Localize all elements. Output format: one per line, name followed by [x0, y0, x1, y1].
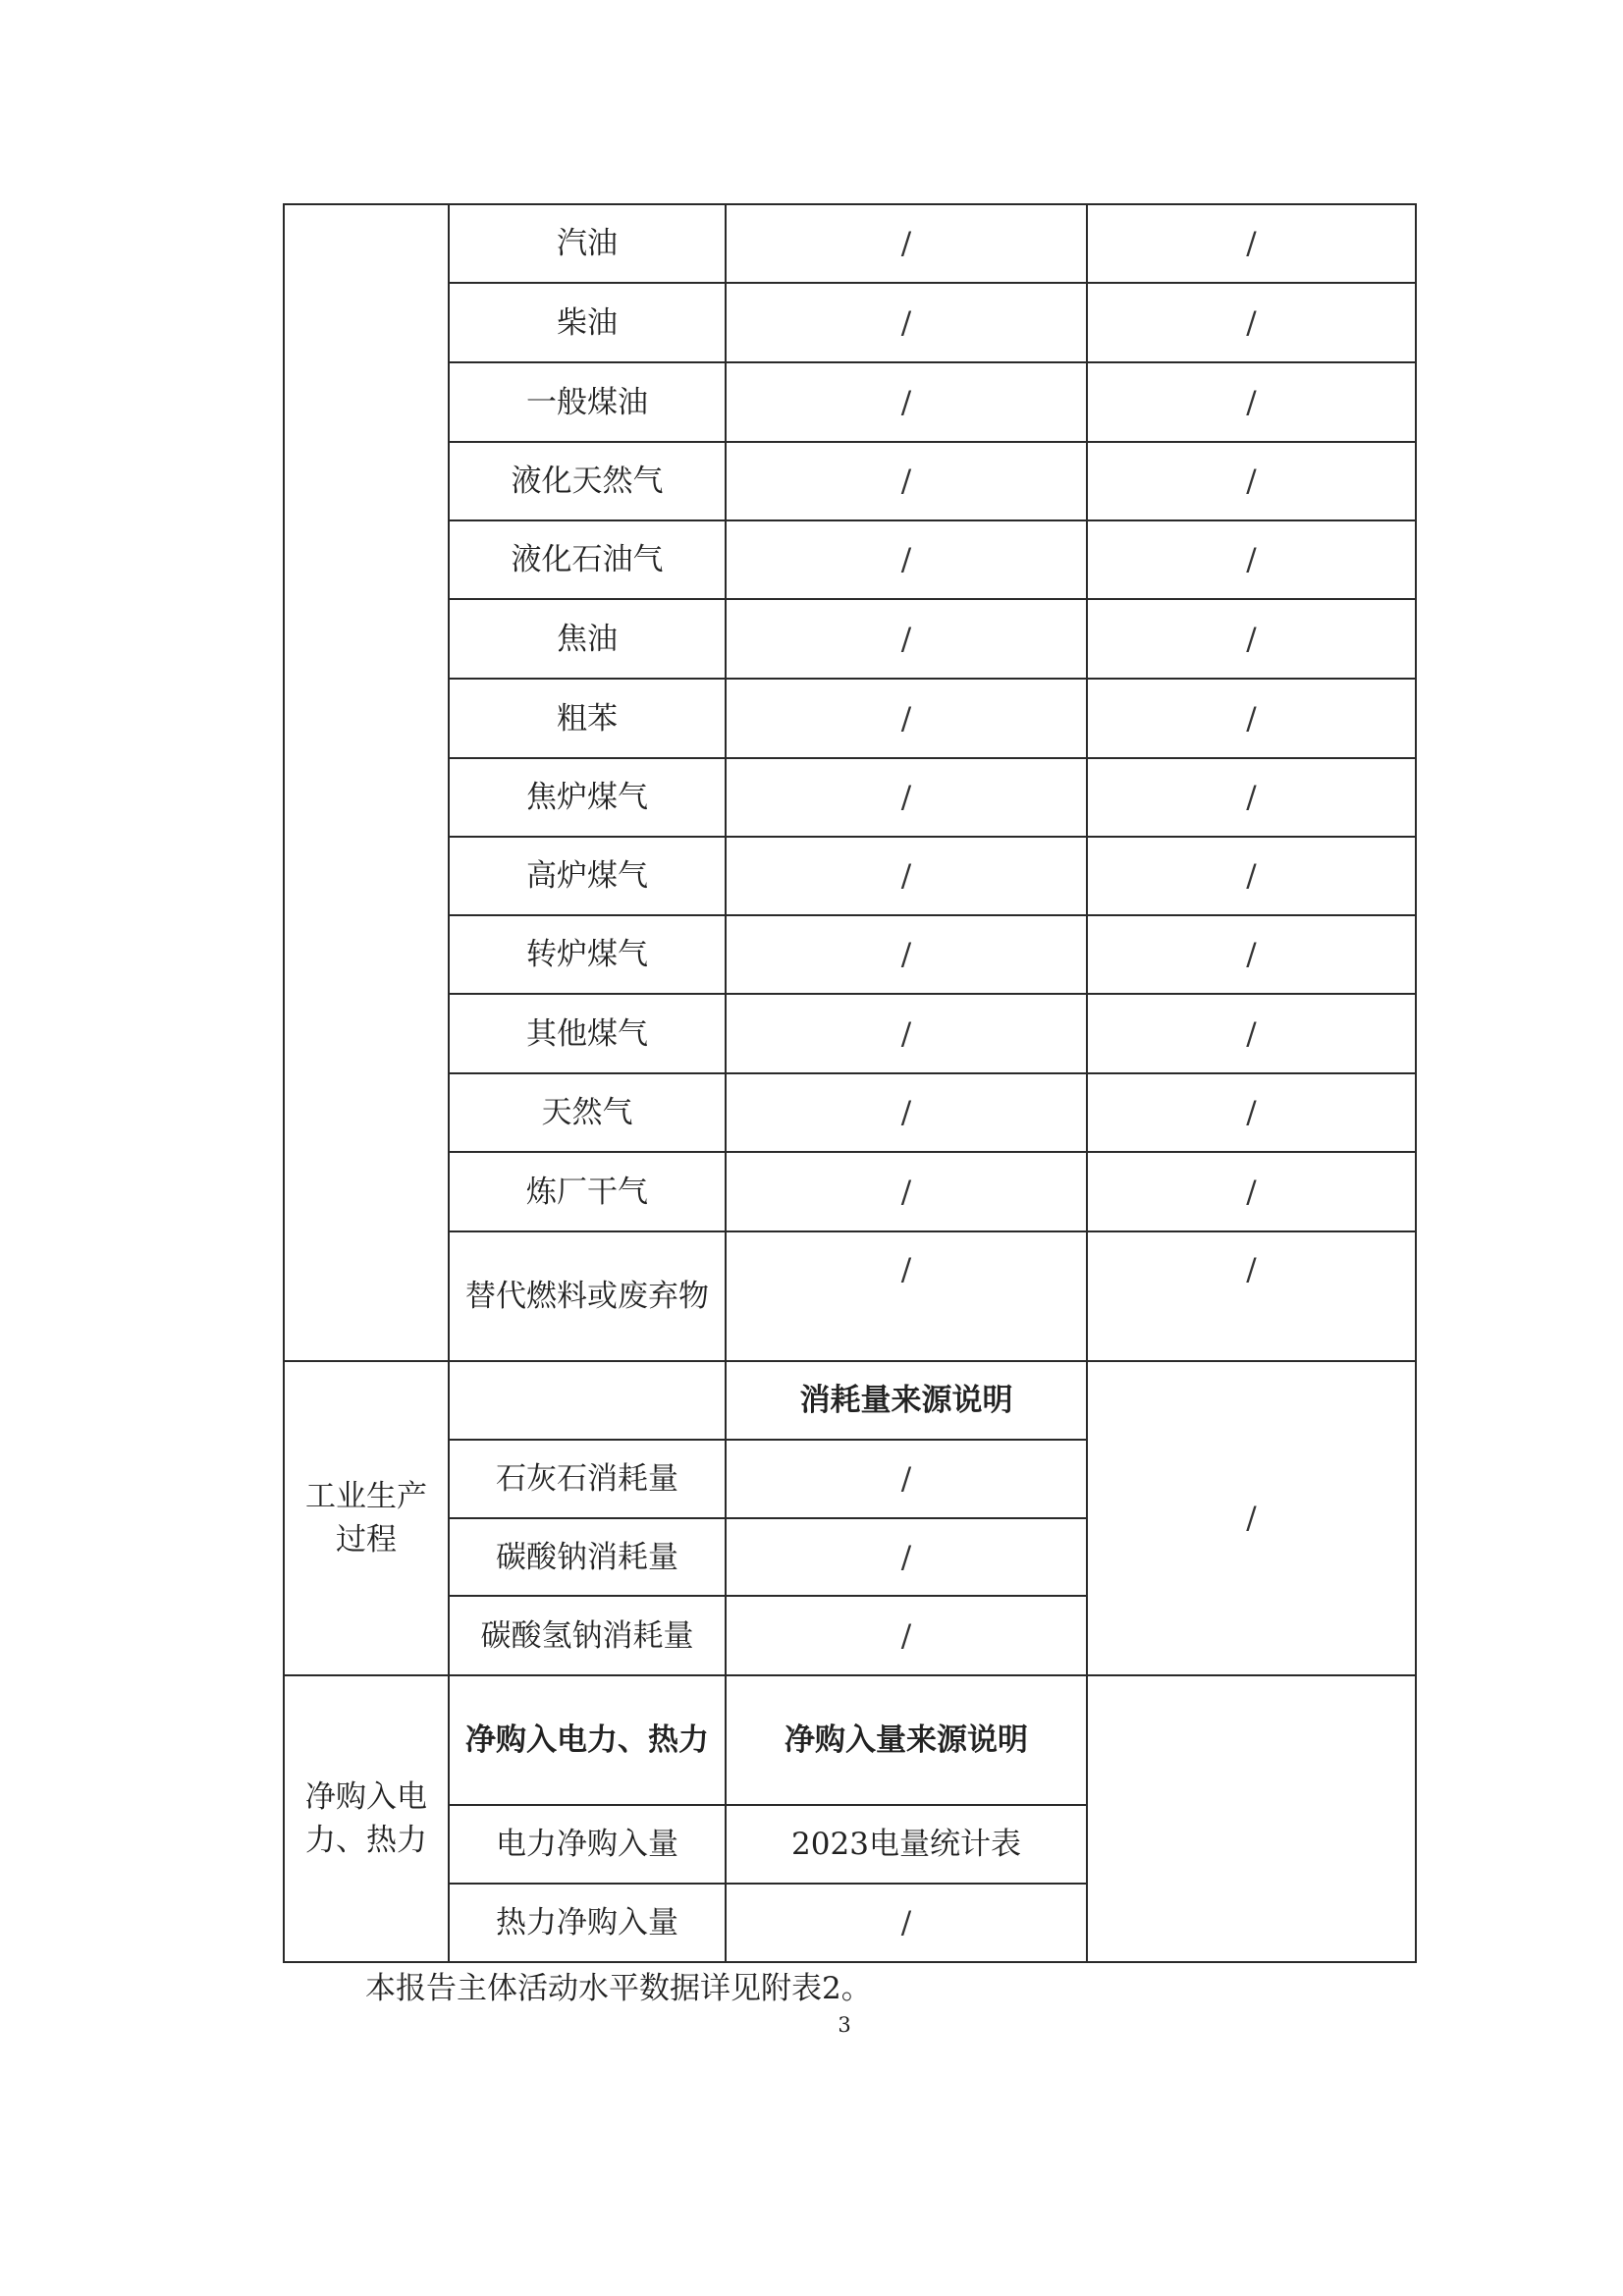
value-cell: /	[726, 442, 1087, 520]
fuel-name-cell: 天然气	[449, 1073, 726, 1152]
table-row	[284, 599, 1416, 679]
value-cell: /	[726, 994, 1087, 1073]
value-cell: /	[1087, 442, 1416, 520]
table-row	[284, 1152, 1416, 1231]
fuel-name-cell: 液化石油气	[449, 520, 726, 599]
industrial-source-header: 消耗量来源说明	[726, 1361, 1087, 1440]
fuel-name-cell: 替代燃料或废弃物	[449, 1231, 726, 1361]
value-cell: /	[726, 283, 1087, 362]
fuel-name-cell: 一般煤油	[449, 362, 726, 442]
value-cell: /	[726, 1231, 1087, 1361]
value-cell: /	[1087, 1231, 1416, 1361]
value-cell: /	[1087, 915, 1416, 994]
value-cell: /	[1087, 283, 1416, 362]
purchase-merged-cell	[1087, 1675, 1416, 1962]
table-row	[284, 915, 1416, 994]
value-cell: /	[1087, 1152, 1416, 1231]
value-cell: /	[726, 679, 1087, 758]
fuel-name-cell: 柴油	[449, 283, 726, 362]
value-cell: /	[726, 915, 1087, 994]
value-cell: /	[1087, 679, 1416, 758]
table-row	[284, 837, 1416, 915]
fuel-name-cell: 液化天然气	[449, 442, 726, 520]
value-cell: /	[726, 599, 1087, 679]
fuel-name-cell: 其他煤气	[449, 994, 726, 1073]
fuel-name-cell: 汽油	[449, 204, 726, 283]
purchase-item-value: 2023电量统计表	[726, 1805, 1087, 1884]
activity-data-table	[283, 203, 1417, 1963]
table-row	[284, 442, 1416, 520]
table-row	[284, 1361, 1416, 1440]
table-row	[284, 994, 1416, 1073]
purchase-source-header: 净购入量来源说明	[726, 1675, 1087, 1805]
purchase-item-name: 热力净购入量	[449, 1884, 726, 1962]
page-number: 3	[838, 2013, 851, 2037]
industrial-item-name: 石灰石消耗量	[449, 1440, 726, 1518]
value-cell: /	[726, 758, 1087, 837]
value-cell: /	[1087, 1073, 1416, 1152]
purchase-name-header: 净购入电力、热力	[449, 1675, 726, 1805]
value-cell: /	[726, 1152, 1087, 1231]
industrial-item-value: /	[726, 1440, 1087, 1518]
table-row	[284, 1675, 1416, 1805]
fuel-name-cell: 炼厂干气	[449, 1152, 726, 1231]
table-row	[284, 1231, 1416, 1361]
fuel-name-cell: 转炉煤气	[449, 915, 726, 994]
value-cell: /	[726, 362, 1087, 442]
value-cell: /	[1087, 204, 1416, 283]
value-cell: /	[726, 1073, 1087, 1152]
purchase-item-value: /	[726, 1884, 1087, 1962]
value-cell: /	[726, 520, 1087, 599]
value-cell: /	[726, 204, 1087, 283]
value-cell: /	[1087, 520, 1416, 599]
value-cell: /	[1087, 994, 1416, 1073]
fuel-name-cell: 焦油	[449, 599, 726, 679]
industrial-item-value: /	[726, 1596, 1087, 1675]
table-row	[284, 758, 1416, 837]
purchase-item-name: 电力净购入量	[449, 1805, 726, 1884]
fuel-name-cell: 高炉煤气	[449, 837, 726, 915]
value-cell: /	[1087, 362, 1416, 442]
table-row	[284, 283, 1416, 362]
table-row	[284, 679, 1416, 758]
empty-header-cell	[449, 1361, 726, 1440]
fuel-name-cell: 焦炉煤气	[449, 758, 726, 837]
industrial-item-value: /	[726, 1518, 1087, 1596]
table-row	[284, 204, 1416, 283]
table-row	[284, 362, 1416, 442]
value-cell: /	[726, 837, 1087, 915]
table-row	[284, 520, 1416, 599]
industrial-item-name: 碳酸钠消耗量	[449, 1518, 726, 1596]
fuel-category-cell	[284, 204, 449, 1361]
value-cell: /	[1087, 758, 1416, 837]
footnote: 本报告主体活动水平数据详见附表2。	[365, 1971, 872, 2006]
value-cell: /	[1087, 599, 1416, 679]
industrial-merged-value: /	[1087, 1361, 1416, 1675]
value-cell: /	[1087, 837, 1416, 915]
table-row	[284, 1073, 1416, 1152]
fuel-name-cell: 粗苯	[449, 679, 726, 758]
industrial-category-label: 工业生产过程	[284, 1361, 449, 1675]
industrial-item-name: 碳酸氢钠消耗量	[449, 1596, 726, 1675]
purchase-category-label: 净购入电力、热力	[284, 1675, 449, 1962]
